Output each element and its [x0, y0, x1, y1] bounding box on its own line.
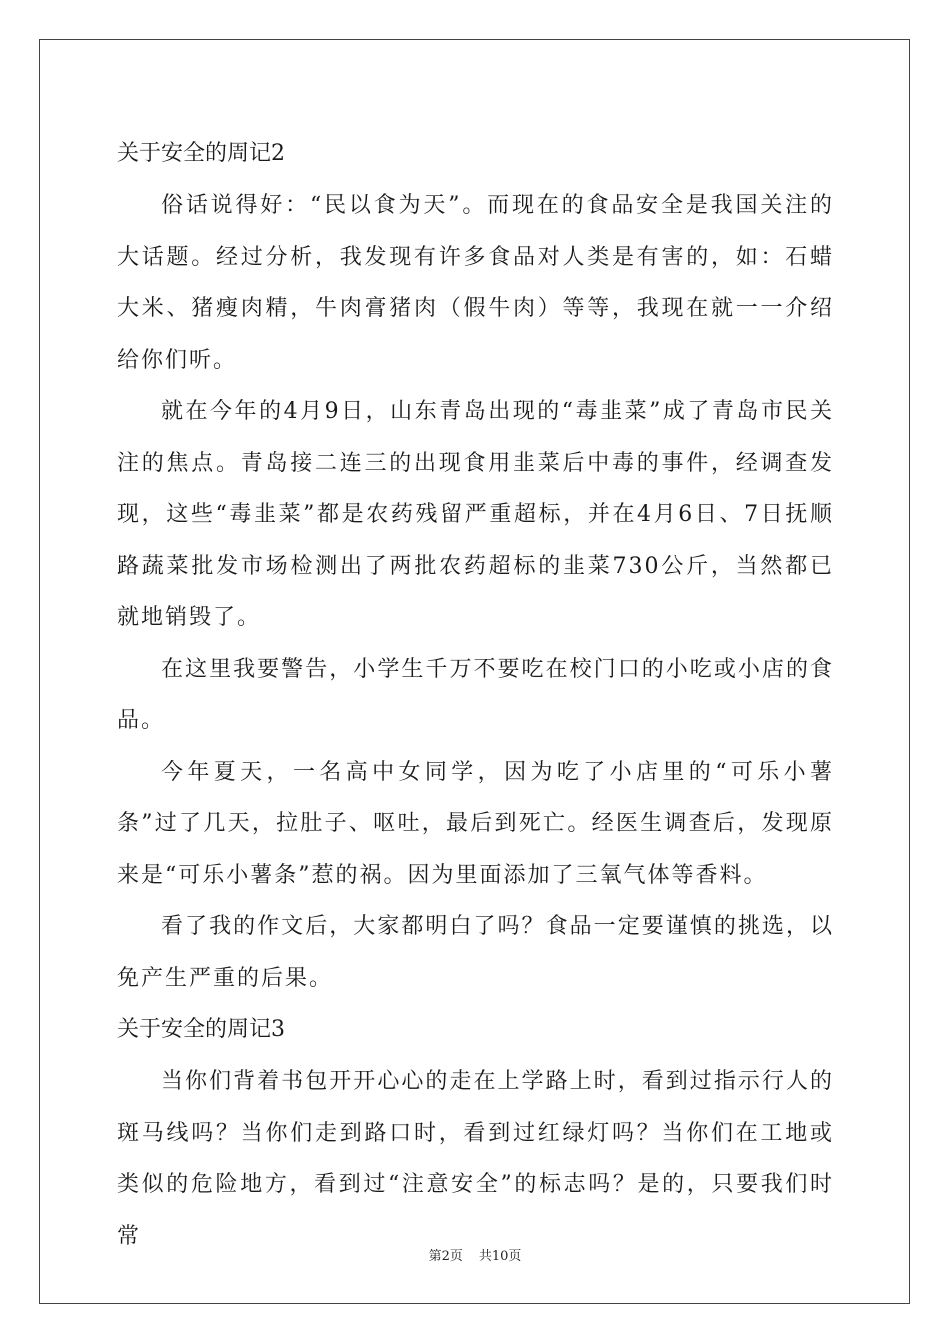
paragraph: 当你们背着书包开开心心的走在上学路上时，看到过指示行人的斑马线吗？当你们走到路口时，看到过红绿灯吗？当你们在工地或类似的危险地方，看到过“注意安全”的标志吗？是的，只要我们时常	[117, 1069, 834, 1249]
paragraph: 在这里我要警告，小学生千万不要吃在校门口的小吃或小店的食品。	[117, 656, 834, 733]
paragraph: 今年夏天，一名高中女同学，因为吃了小店里的“可乐小薯条”过了几天，拉肚子、呕吐，最后到死亡。经医生调查后，发现原来是“可乐小薯条”惹的祸。因为里面添加了三氧气体等香料。	[117, 759, 834, 888]
page-footer	[0, 1245, 950, 1264]
paragraph: 就在今年的4月9日，山东青岛出现的“毒韭菜”成了青岛市民关注的焦点。青岛接二连三的出现食用韭菜后中毒的事件，经调查发现，这些“毒韭菜”都是农药残留严重超标，并在4月6日、7日抚顺路蔬菜批发市场检测出了两批农药超标的韭菜730公斤，当然都已就地销毁了。	[117, 399, 834, 630]
section-heading: 关于安全的周记3	[117, 1017, 285, 1042]
document-body	[117, 128, 834, 1262]
paragraph: 看了我的作文后，大家都明白了吗？食品一定要谨慎的挑选，以免产生严重的后果。	[117, 914, 834, 991]
page-total: 共10页	[478, 1249, 522, 1264]
paragraph: 俗话说得好：“民以食为天”。而现在的食品安全是我国关注的大话题。经过分析，我发现有许多食品对人类是有害的，如：石蜡大米、猪瘦肉精，牛肉膏猪肉（假牛肉）等等，我现在就一一介绍给你们听。	[117, 193, 834, 373]
section-heading: 关于安全的周记2	[117, 141, 285, 166]
page-number: 第2页	[428, 1249, 463, 1264]
